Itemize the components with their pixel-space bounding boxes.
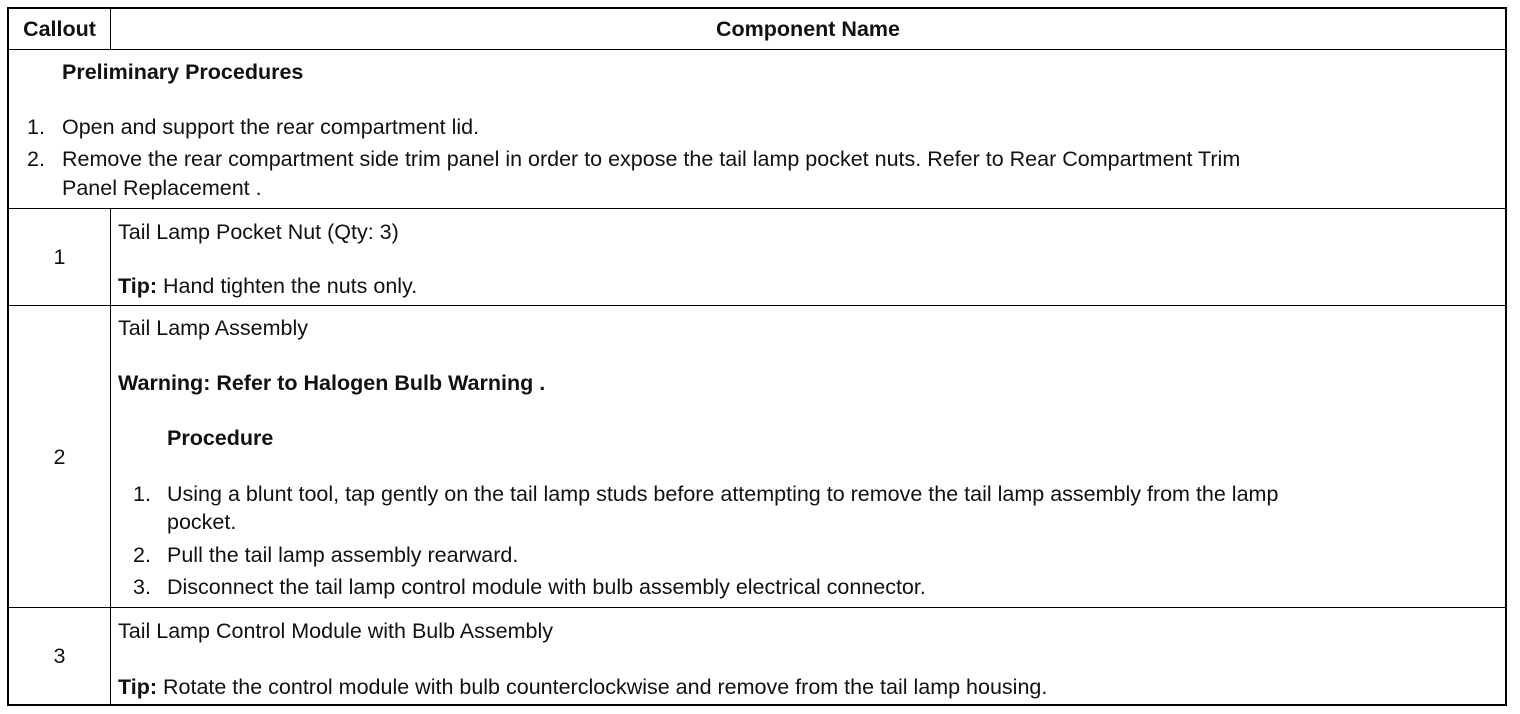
tip-text: Hand tighten the nuts only. — [157, 274, 418, 298]
preliminary-procedures-title: Preliminary Procedures — [62, 60, 304, 84]
procedure-step-1-number: 1. — [133, 482, 151, 506]
component-name: Tail Lamp Assembly — [118, 316, 308, 340]
preliminary-step-1-number: 1. — [27, 115, 45, 139]
warning-note: Warning: Refer to Halogen Bulb Warning . — [118, 371, 546, 395]
preliminary-step-2-text: Remove the rear compartment side trim panel in order to expose the tail lamp pocket nuts. Refer to Rear Compartment Trim — [62, 147, 1241, 171]
tip-note — [118, 674, 1047, 700]
procedure-step-2-text: Pull the tail lamp assembly rearward. — [167, 543, 519, 567]
component-cell — [111, 306, 1505, 608]
component-cell — [111, 608, 1505, 705]
table-row — [9, 208, 1505, 306]
preliminary-step-2-number: 2. — [27, 147, 45, 171]
component-cell — [111, 209, 1505, 306]
preliminary-step-2-text-cont: Panel Replacement . — [62, 176, 262, 200]
component-name: Tail Lamp Pocket Nut (Qty: 3) — [118, 220, 399, 244]
component-table — [7, 7, 1507, 706]
procedure-step-3-number: 3. — [133, 575, 151, 599]
preliminary-step-1-text: Open and support the rear compartment lid. — [62, 115, 480, 139]
callout-number: 1 — [9, 209, 111, 306]
tip-note — [118, 273, 417, 299]
component-name-column-header: Component Name — [716, 16, 900, 41]
tip-text: Rotate the control module with bulb counterclockwise and remove from the tail lamp housing. — [157, 675, 1048, 699]
preliminary-procedures-row — [9, 49, 1505, 209]
tip-label: Tip: — [118, 274, 158, 298]
table-header-row — [9, 9, 1505, 49]
procedure-step-3-text: Disconnect the tail lamp control module with bulb assembly electrical connector. — [167, 575, 926, 599]
procedure-step-2-number: 2. — [133, 543, 151, 567]
procedure-step-1-text-cont: pocket. — [167, 510, 237, 534]
callout-column-header: Callout — [9, 9, 111, 49]
callout-number: 2 — [9, 306, 111, 608]
table-row — [9, 305, 1505, 608]
procedure-title: Procedure — [167, 426, 274, 450]
tip-label: Tip: — [118, 675, 158, 699]
procedure-step-1-text: Using a blunt tool, tap gently on the tail lamp studs before attempting to remove the tail lamp assembly from the lamp — [167, 482, 1279, 506]
component-name: Tail Lamp Control Module with Bulb Assembly — [118, 619, 553, 643]
table-row — [9, 607, 1505, 705]
callout-number: 3 — [9, 608, 111, 705]
